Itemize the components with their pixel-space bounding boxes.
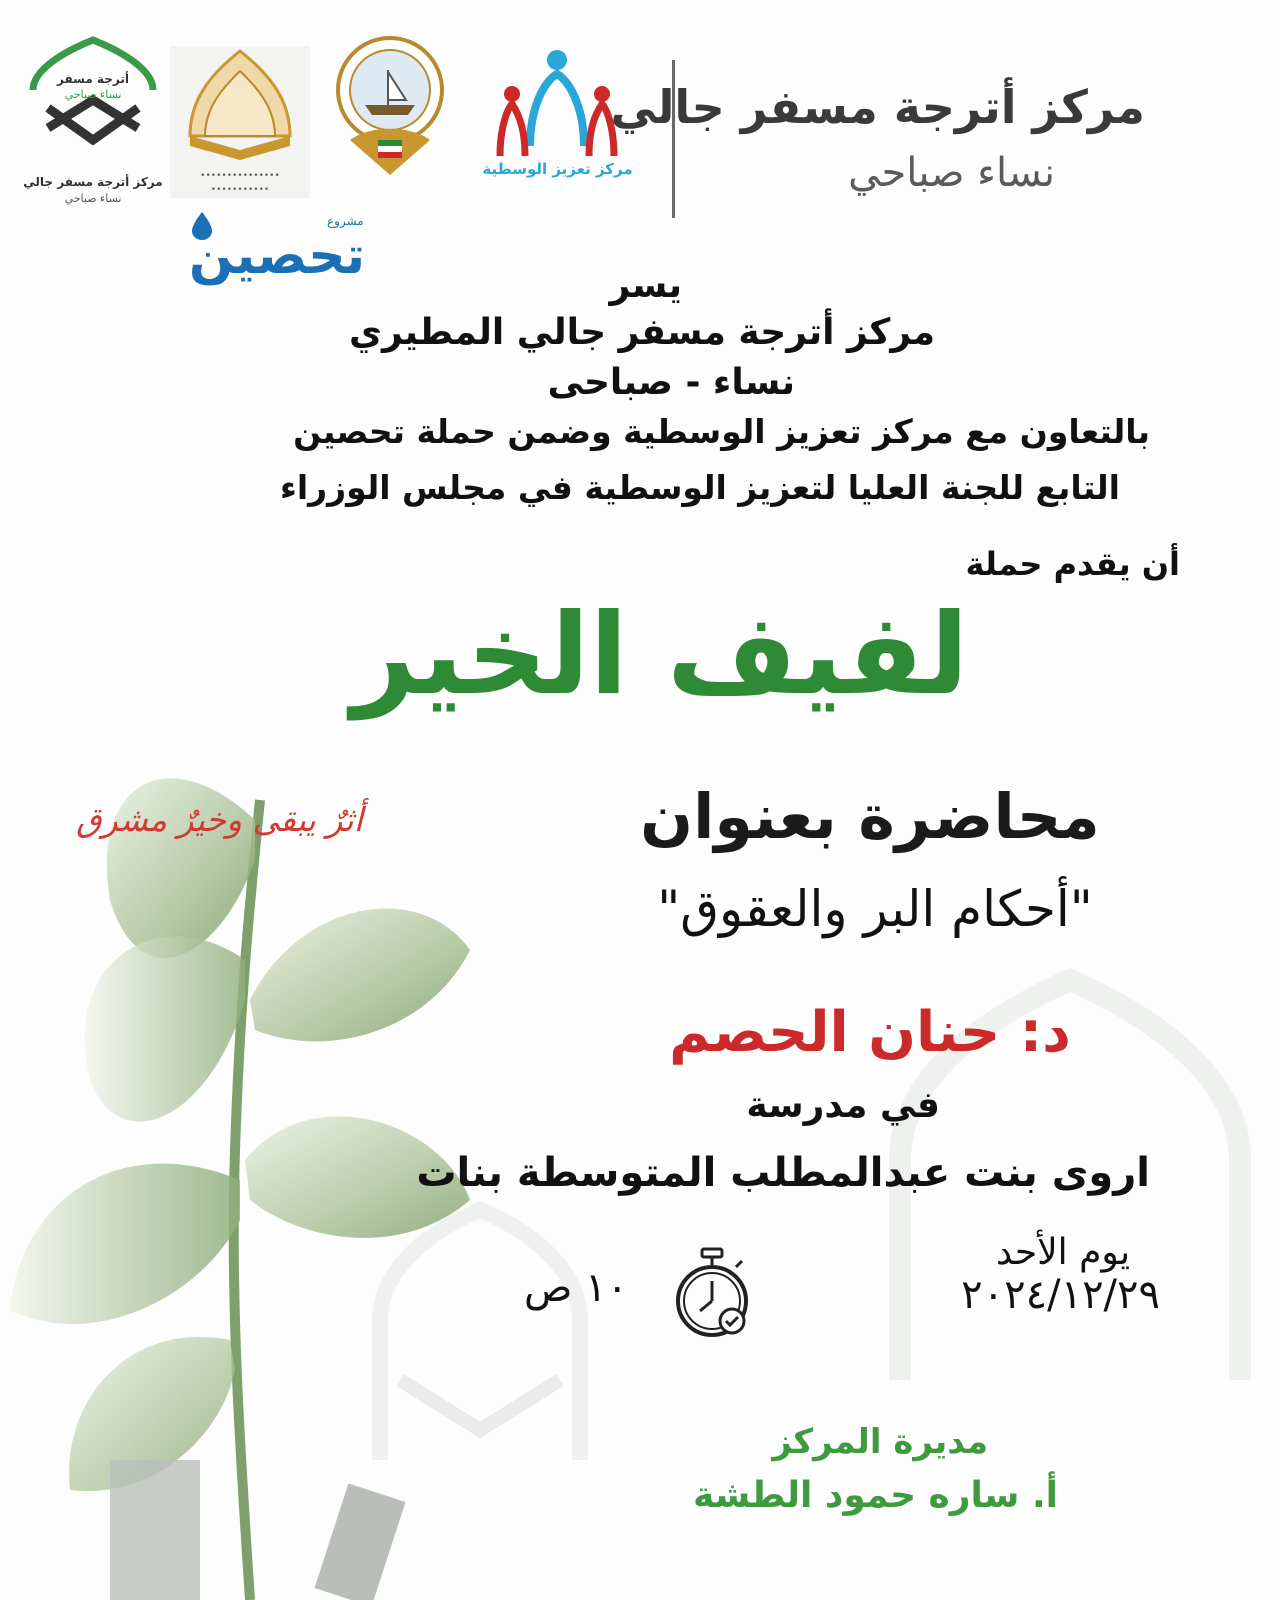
svg-text:•••••••••••: ••••••••••• [210, 185, 270, 195]
manager-role: مديرة المركز [772, 1422, 988, 1462]
campaign-tagline: أثرٌ يبقى وخيرٌ مشرق [76, 800, 363, 839]
tahseen-small-label: مشروع [327, 214, 364, 228]
wasatiya-logo-label: مركز تعزيز الوسطية [482, 160, 633, 178]
speaker-name: د: حنان الحصم [669, 1000, 1071, 1065]
atraja-logo-bottom1: مركز أترجة مسفر جالي [23, 175, 163, 189]
intro-line-2: مركز أترجة مسفر جالي المطيري [349, 312, 935, 353]
islamic-studies-logo [170, 46, 310, 198]
tahseen-project-logo [182, 210, 372, 300]
intro-line-1: يسر [609, 265, 682, 306]
lecture-topic: "أحكام البر والعقوق" [657, 880, 1093, 938]
campaign-title: لفيف الخير [351, 590, 969, 720]
dome-book-icon [170, 46, 310, 198]
center-name-title: مركز أترجة مسفر جالي [610, 80, 1145, 134]
kuwait-falcon-emblem-icon [330, 30, 450, 180]
intro-line-5: التابع للجنة العليا لتعزيز الوسطية في مجلس الوزراء [279, 468, 1120, 507]
school-name: اروى بنت عبدالمطلب المتوسطة بنات [416, 1150, 1150, 1196]
manager-name: أ. ساره حمود الطشة [692, 1475, 1058, 1516]
intro-line-4: بالتعاون مع مركز تعزيز الوسطية وضمن حملة تحصين [293, 412, 1150, 451]
tahseen-big-label: تحصين [188, 226, 366, 286]
intro-line-3: نساء - صباحى [547, 362, 795, 403]
stopwatch-icon [670, 1245, 755, 1345]
atraja-logo-line2: نساء صباحي [64, 88, 122, 101]
intro-line-6: أن يقدم حملة [965, 545, 1180, 583]
center-subtitle: نساء صباحي [848, 150, 1055, 196]
kuwait-emblem-logo [330, 30, 450, 180]
schedule-time: ١٠ ص [523, 1265, 628, 1311]
location-prefix: في مدرسة [746, 1085, 940, 1126]
watermark-arch-center [360, 1200, 600, 1460]
atraja-logo-bottom2: نساء صباحي [64, 192, 122, 205]
lecture-heading: محاضرة بعنوان [640, 780, 1100, 853]
schedule-date: ٢٠٢٤/١٢/٢٩ [961, 1272, 1160, 1318]
atraja-logo-line1: أترجة مسفر [57, 72, 129, 86]
svg-text:•••••••••••••••: ••••••••••••••• [200, 171, 280, 181]
atraja-logo [18, 30, 168, 205]
schedule-day: يوم الأحد [995, 1232, 1130, 1273]
